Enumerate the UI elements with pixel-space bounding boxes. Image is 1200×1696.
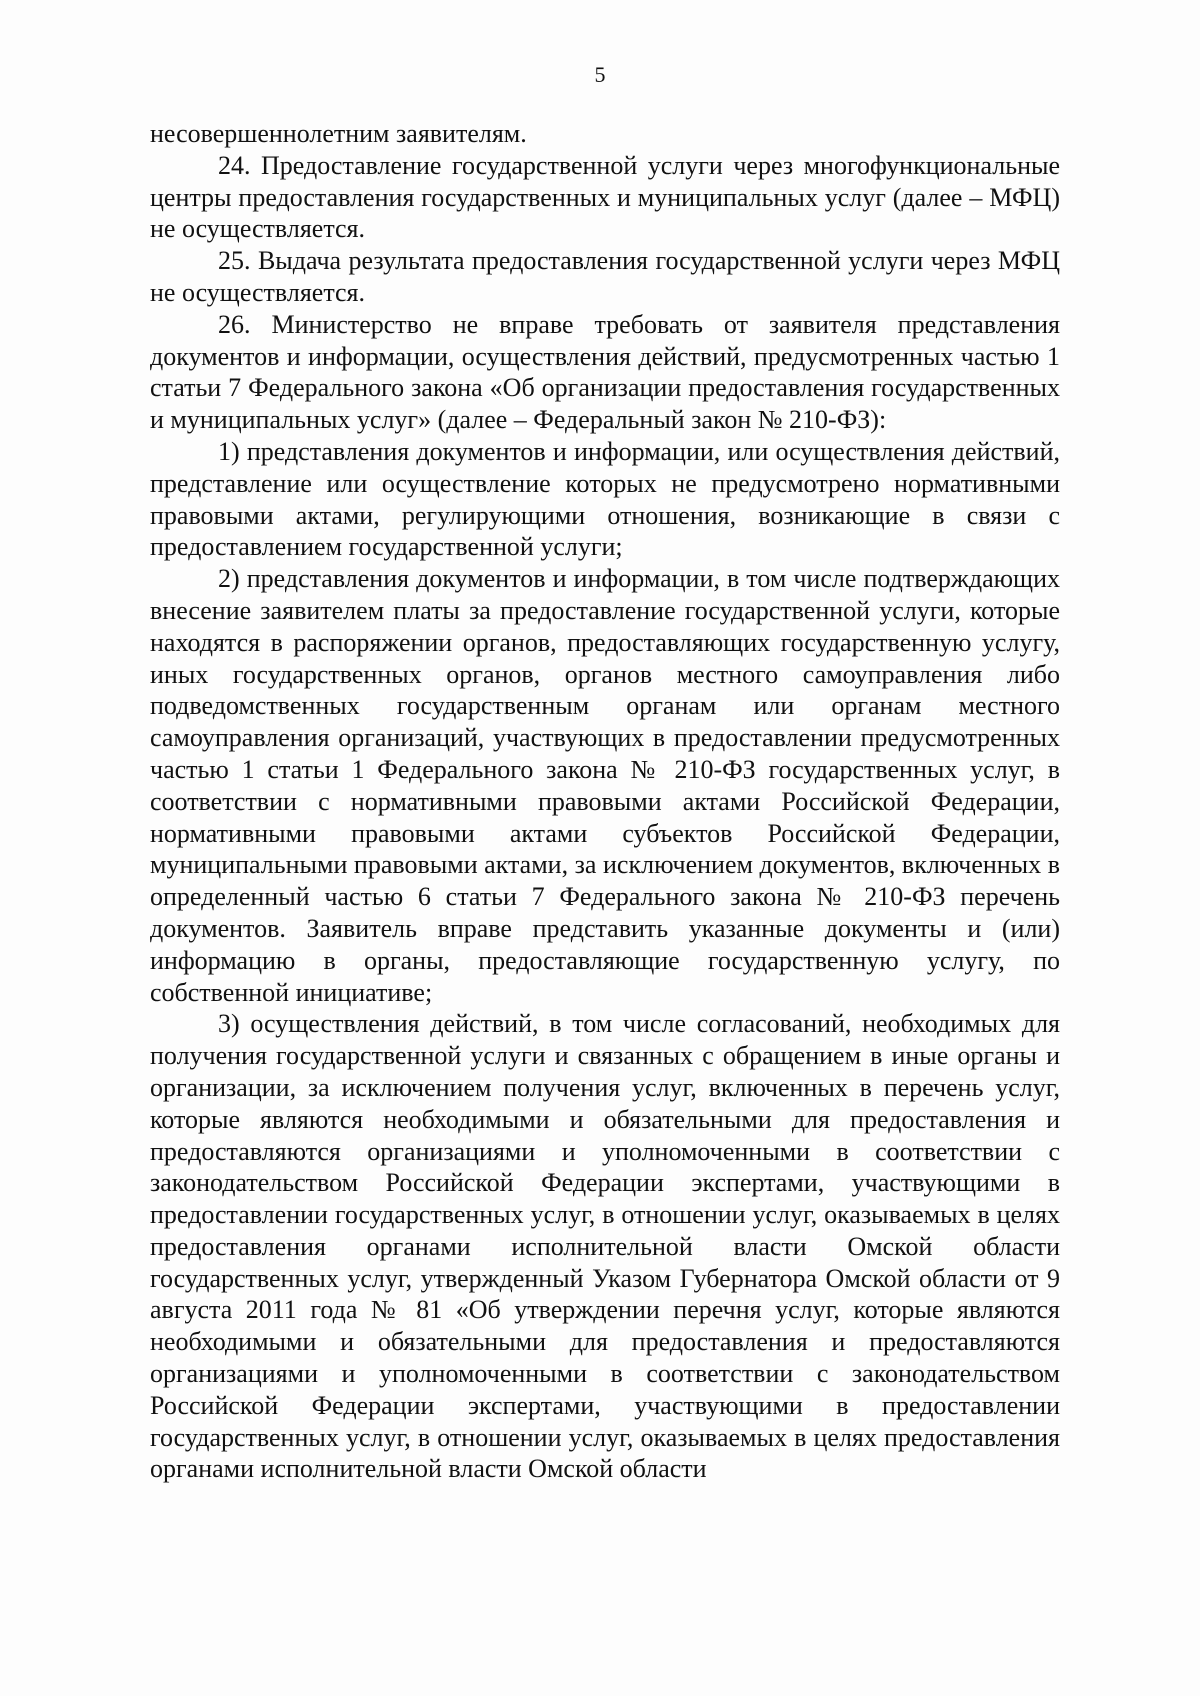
paragraph-26-item-1: 1) представления документов и информации, или осуществления действий, представление или осуществление которых не предусмотрено нормативными правовыми актами, регулирующими отношения, возникающие в связи с предоставлением государственной услуги; [150,436,1060,562]
paragraph-26-item-2: 2) представления документов и информации, в том числе подтверждающих внесение заявителем платы за предоставление государственной услуги, которые находятся в распоряжении органов, предоставляющих государственную услугу, иных государственных органов, органов местного самоуправления либо подведомственных государственным органам или органам местного самоуправления организаций, участвующих в предоставлении предусмотренных частью 1 статьи 1 Федерального закона № 210-ФЗ государственных услуг, в соответствии с нормативными правовыми актами Российской Федерации, нормативными правовыми актами субъектов Российской Федерации, муниципальными правовыми актами, за исключением документов, включенных в определенный частью 6 статьи 7 Федерального закона № 210-ФЗ перечень документов. Заявитель вправе представить указанные документы и (или) информацию в органы, предоставляющие государственную услугу, по собственной инициативе; [150,564,1060,1007]
paragraph-26-item-3: 3) осуществления действий, в том числе согласований, необходимых для получения государственной услуги и связанных с обращением в иные органы и организации, за исключением получения услуг, включенных в перечень услуг, которые являются необходимыми и обязательными для предоставления и предоставляются организациями и уполномоченными в соответствии с законодательством Российской Федерации экспертами, участвующими в предоставлении государственных услуг, в отношении услуг, оказываемых в целях предоставления органами исполнительной власти Омской области государственных услуг, утвержденный Указом Губернатора Омской области от 9 августа 2011 года № 81 «Об утверждении перечня услуг, которые являются необходимыми и обязательными для предоставления и предоставляются организациями и уполномоченными в соответствии с законодательством Российской Федерации экспертами, участвующими в предоставлении государственных услуг, в отношении услуг, оказываемых в целях предоставления органами исполнительной власти Омской области [150,1009,1060,1484]
paragraph-25: 25. Выдача результата предоставления государственной услуги через МФЦ не осуществляется. [150,246,1060,307]
document-body [150,118,1060,1485]
paragraph-continuation: несовершеннолетним заявителям. [150,119,527,148]
paragraph-24: 24. Предоставление государственной услуги через многофункциональные центры предоставления государственных и муниципальных услуг (далее – МФЦ) не осуществляется. [150,150,1060,244]
page-number: 5 [594,62,606,87]
paragraph-26: 26. Министерство не вправе требовать от заявителя представления документов и информации, осуществления действий, предусмотренных частью 1 статьи 7 Федерального закона «Об организации предоставления государственных и муниципальных услуг» (далее – Федеральный закон № 210-ФЗ): [150,309,1060,435]
